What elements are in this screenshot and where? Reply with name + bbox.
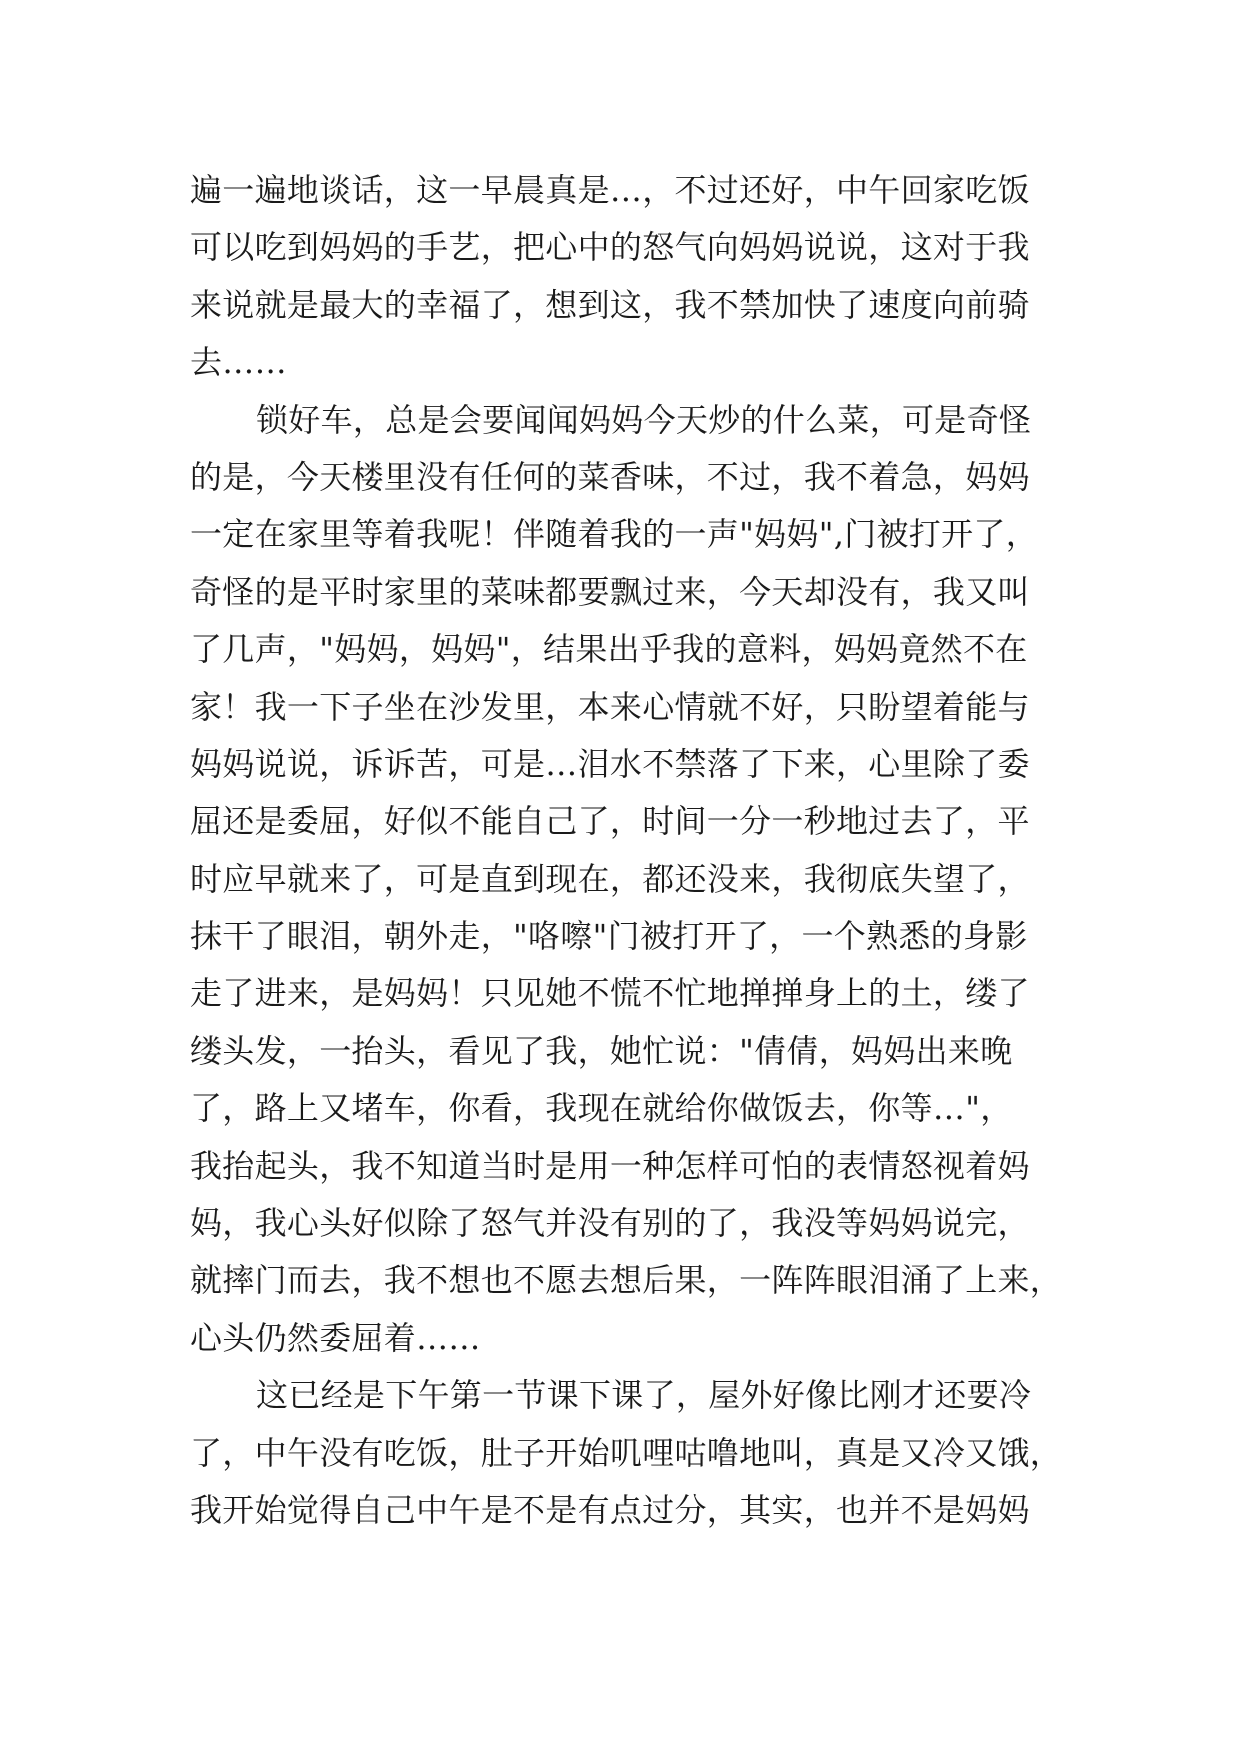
text-line: 了，路上又堵车，你看，我现在就给你做饭去，你等…"， bbox=[190, 1089, 1013, 1128]
paragraph-start-line: 这已经是下午第一节课下课了，屋外好像比刚才还要冷 bbox=[256, 1376, 1032, 1415]
text-line: 来说就是最大的幸福了，想到这，我不禁加快了速度向前骑 bbox=[190, 285, 1030, 324]
text-line: 遍一遍地谈话，这一早晨真是…，不过还好，中午回家吃饭 bbox=[190, 171, 1030, 209]
text-line: 可以吃到妈妈的手艺，把心中的怒气向妈妈说说，这对于我 bbox=[190, 228, 1030, 267]
text-line: 走了进来，是妈妈！只见她不慌不忙地掸掸身上的土，缕了 bbox=[190, 974, 1030, 1013]
text-line: 妈妈说说，诉诉苦，可是…泪水不禁落了下来，心里除了委 bbox=[190, 744, 1030, 783]
text-line: 奇怪的是平时家里的菜味都要飘过来，今天却没有，我又叫 bbox=[190, 572, 1030, 611]
text-line: 屈还是委屈，好似不能自己了，时间一分一秒地过去了，平 bbox=[190, 802, 1030, 841]
text-line: 妈，我心头好似除了怒气并没有别的了，我没等妈妈说完， bbox=[190, 1204, 1030, 1243]
text-line: 我开始觉得自己中午是不是有点过分，其实，也并不是妈妈 bbox=[190, 1490, 1030, 1529]
essay-body bbox=[190, 162, 1070, 1539]
text-line: 的是，今天楼里没有任何的菜香味，不过，我不着急，妈妈 bbox=[190, 457, 1030, 496]
text-line: 去…… bbox=[190, 343, 287, 382]
text-line: 一定在家里等着我呢！伴随着我的一声"妈妈",门被打开了， bbox=[190, 515, 1039, 554]
text-line: 缕头发，一抬头，看见了我，她忙说："倩倩，妈妈出来晚 bbox=[190, 1031, 1013, 1070]
text-line: 了几声，"妈妈，妈妈"，结果出乎我的意料，妈妈竟然不在 bbox=[190, 630, 1028, 669]
text-line: 抹干了眼泪，朝外走，"咯嚓"门被打开了，一个熟悉的身影 bbox=[190, 917, 1028, 956]
text-line: 心头仍然委屈着…… bbox=[190, 1318, 481, 1357]
text-line: 时应早就来了，可是直到现在，都还没来，我彻底失望了， bbox=[190, 859, 1030, 898]
paragraph-start-line: 锁好车，总是会要闻闻妈妈今天炒的什么菜，可是奇怪 bbox=[256, 400, 1032, 439]
text-line: 就摔门而去，我不想也不愿去想后果，一阵阵眼泪涌了上来， bbox=[190, 1261, 1063, 1300]
text-line: 家！我一下子坐在沙发里，本来心情就不好，只盼望着能与 bbox=[190, 687, 1030, 726]
text-line: 我抬起头，我不知道当时是用一种怎样可怕的表情怒视着妈 bbox=[190, 1146, 1030, 1185]
text-line: 了，中午没有吃饭，肚子开始叽哩咕噜地叫，真是又冷又饿， bbox=[190, 1433, 1063, 1472]
